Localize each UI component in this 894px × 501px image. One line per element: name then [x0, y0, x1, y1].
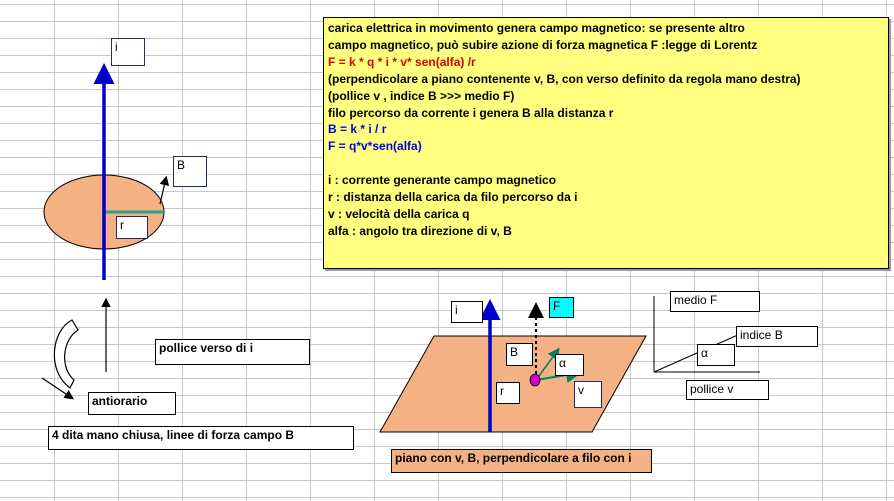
- label-i-top: i: [111, 38, 145, 66]
- label-B-left: B: [173, 156, 207, 187]
- formula-B: B = k * i / r: [328, 122, 387, 137]
- curled-fingers-icon: [54, 320, 78, 388]
- label-B-plane: B: [506, 343, 533, 366]
- label-r-plane: r: [496, 382, 520, 404]
- label-medio-F: medio F: [670, 291, 760, 312]
- note-line-4: (perpendicolare a piano contenente v, B, con verso definito da regola mano destra): [328, 71, 801, 86]
- formula-F: F = q*v*sen(alfa): [328, 139, 422, 154]
- label-quattro-dita: 4 dita mano chiusa, linee di forza campo B: [48, 426, 354, 450]
- label-antiorario: antiorario: [88, 392, 176, 415]
- label-pollice-verso: pollice verso di i: [155, 339, 310, 365]
- note-line-6: filo percorso da corrente i genera B alla distanza r: [328, 105, 614, 120]
- label-r-left: r: [116, 216, 148, 239]
- legend-v: v : velocità della carica q: [328, 206, 470, 221]
- note-line-2: campo magnetico, può subire azione di forza magnetica F :legge di Lorentz: [328, 37, 758, 52]
- legend-i: i : corrente generante campo magnetico: [328, 173, 557, 188]
- label-pollice-v: pollice v: [686, 380, 769, 400]
- B-tangent-arrow: [160, 178, 166, 204]
- note-line-1: carica elettrica in movimento genera campo magnetico: se presente altro: [328, 21, 745, 35]
- label-F-plane: F: [549, 297, 574, 318]
- label-alpha-plane: α: [555, 354, 584, 376]
- label-alpha-axes: α: [697, 344, 735, 366]
- formula-lorentz: F = k * q * i * v* sen(alfa) /r: [328, 54, 476, 69]
- label-piano: piano con v, B, perpendicolare a filo con i: [391, 449, 652, 473]
- label-indice-B: indice B: [736, 326, 818, 347]
- note-spacer: [328, 155, 884, 172]
- lorentz-note: [323, 17, 889, 269]
- charge-q: [530, 374, 540, 386]
- note-line-5: (pollice v , indice B >>> medio F): [328, 88, 515, 103]
- label-i-plane: i: [451, 301, 483, 323]
- legend-r: r : distanza della carica da filo percorso da i: [328, 190, 578, 205]
- legend-alfa: alfa : angolo tra direzione di v, B: [328, 223, 512, 238]
- label-v-plane: v: [574, 381, 602, 408]
